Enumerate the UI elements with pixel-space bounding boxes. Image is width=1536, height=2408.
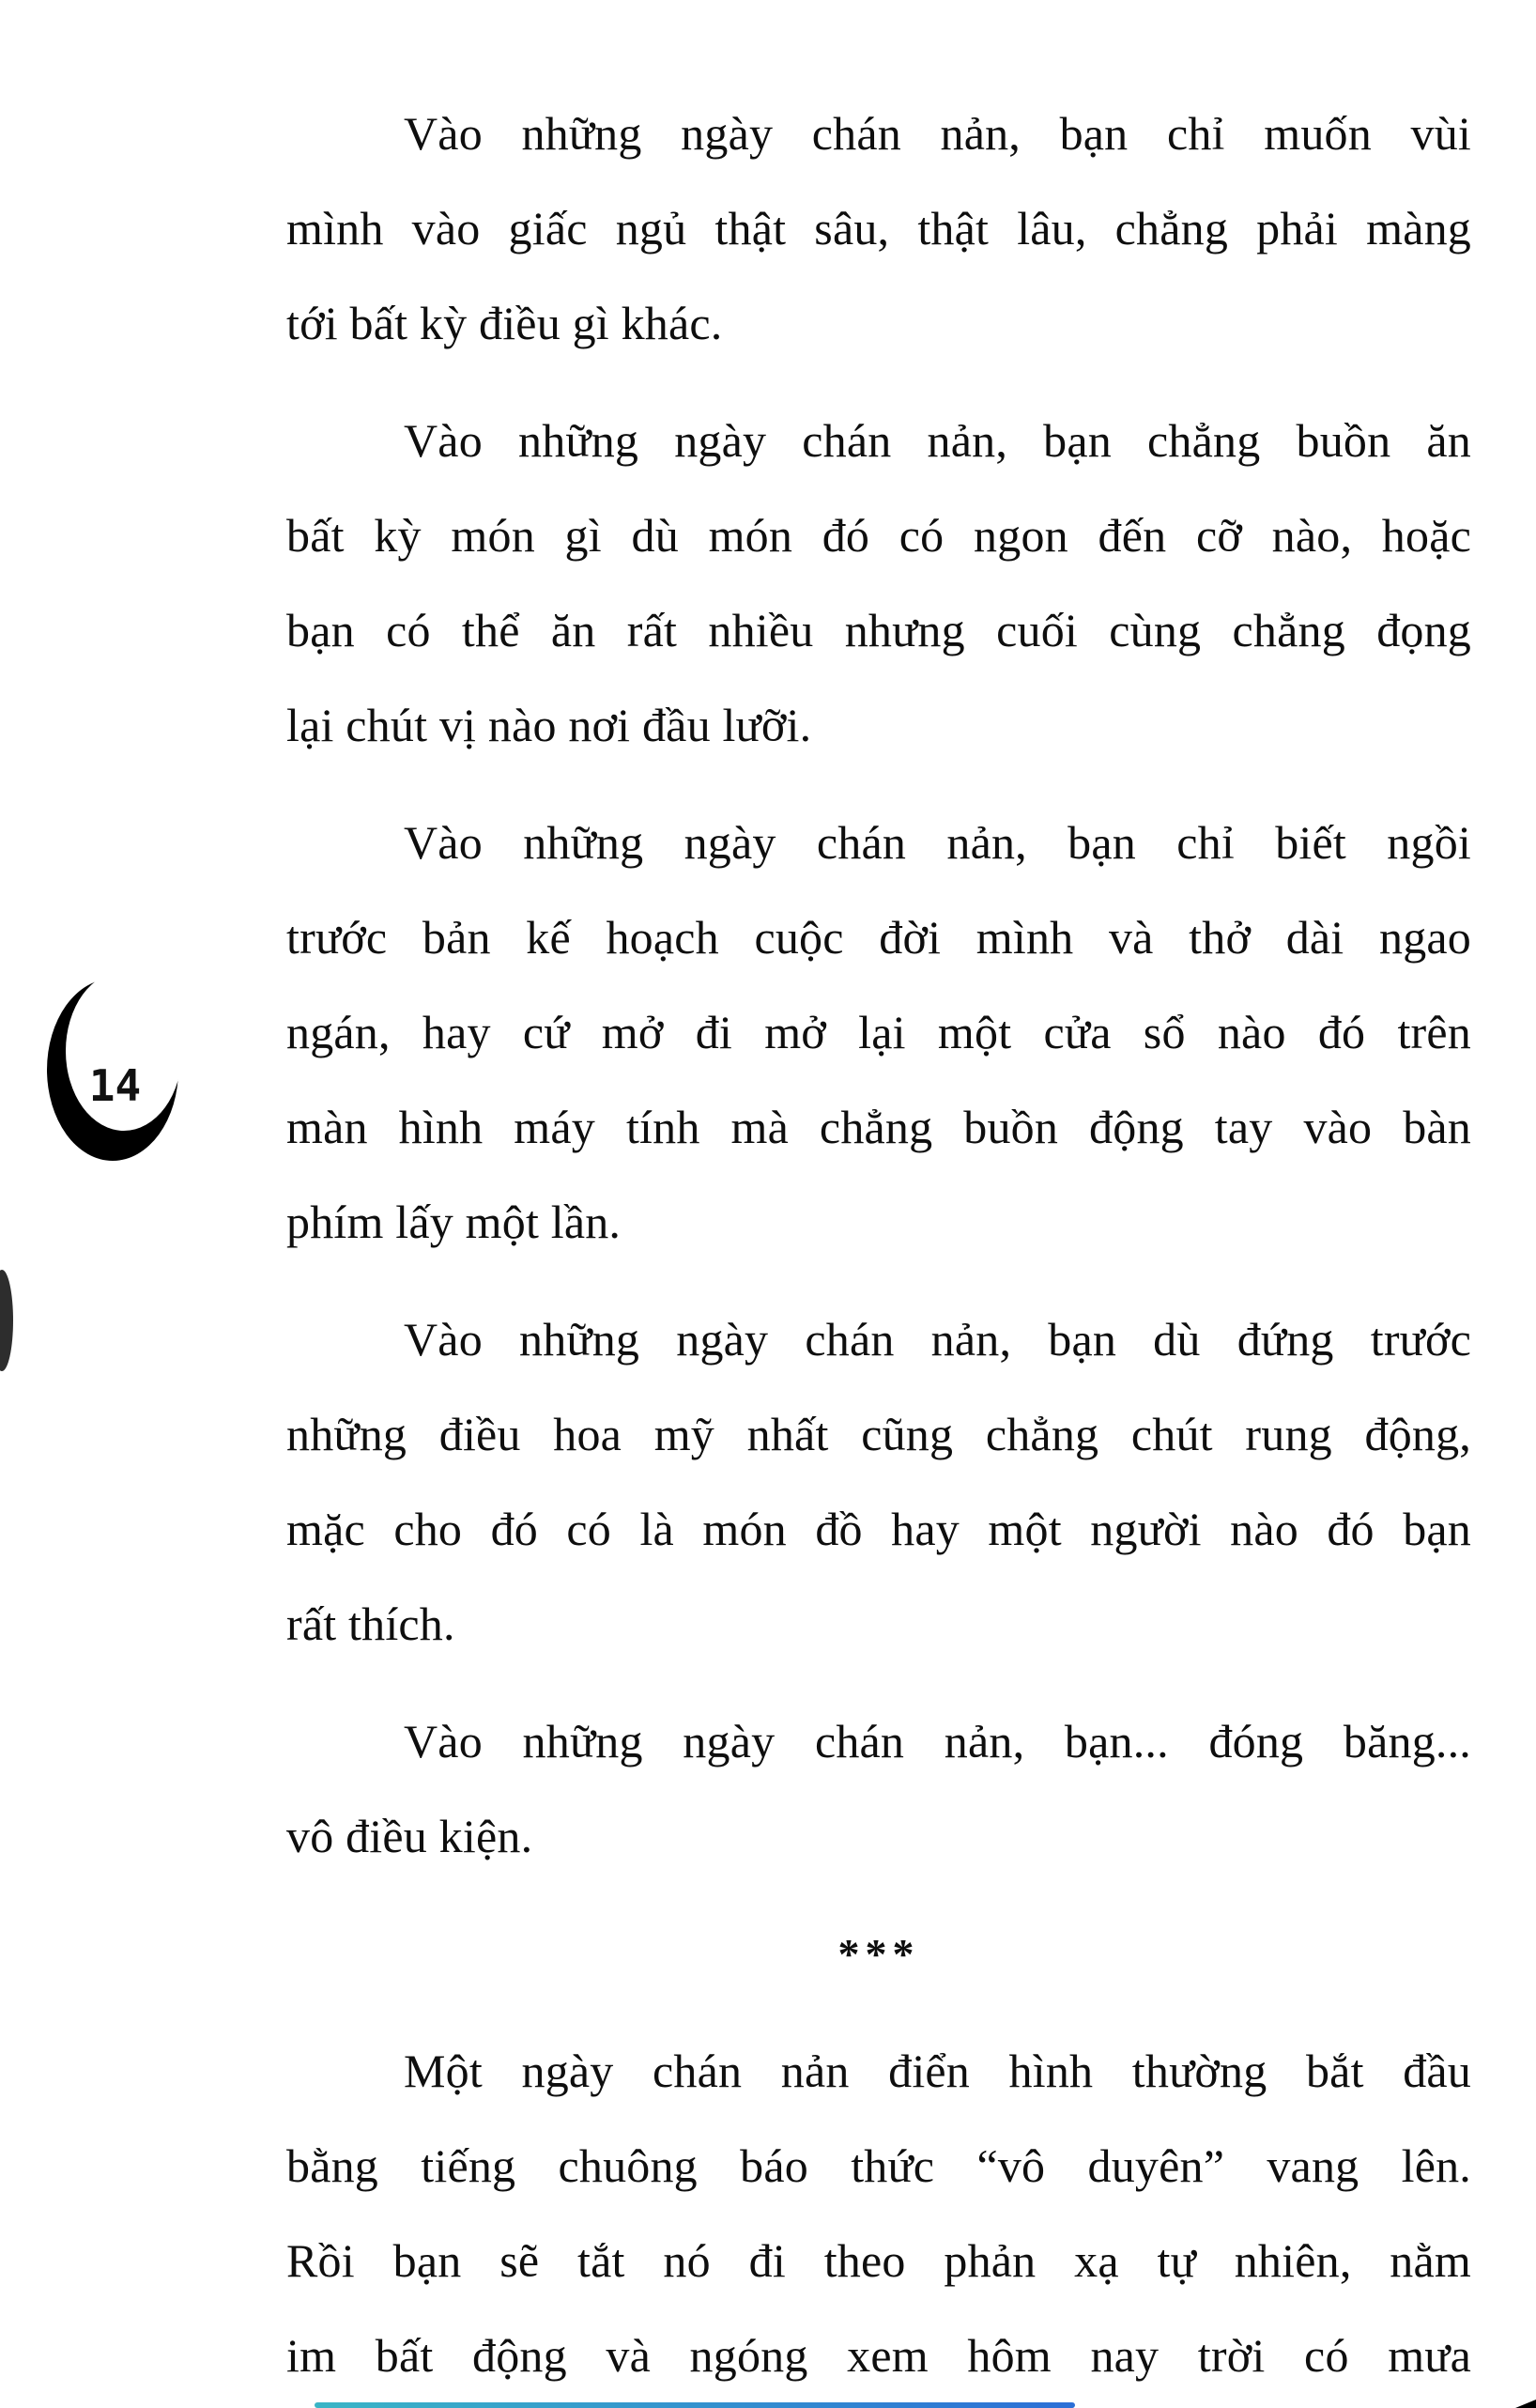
text-line: im bất động và ngóng xem hôm nay trời có mưa xyxy=(286,2329,1471,2382)
text-line: Một ngày chán nản điển hình thường bắt đầu xyxy=(404,2045,1471,2097)
paragraph xyxy=(286,86,1471,371)
ink-blob-artifact xyxy=(0,1270,13,1371)
paragraph xyxy=(286,1292,1471,1672)
text-line: bạn có thể ăn rất nhiều nhưng cuối cùng chẳng đọng xyxy=(286,604,1471,656)
text-line: màn hình máy tính mà chẳng buồn động tay vào bàn xyxy=(286,1101,1471,1153)
text-line: Vào những ngày chán nản, bạn chỉ muốn vùi xyxy=(404,107,1471,160)
text-line: rất thích. xyxy=(286,1598,455,1650)
paragraph xyxy=(286,394,1471,773)
text-line: tới bất kỳ điều gì khác. xyxy=(286,297,723,349)
text-line: Vào những ngày chán nản, bạn dù đứng trước xyxy=(404,1313,1471,1366)
text-line: Vào những ngày chán nản, bạn chẳng buồn ăn xyxy=(404,414,1471,467)
paragraph xyxy=(286,2024,1471,2403)
page-number-badge xyxy=(47,968,183,1161)
text-line: những điều hoa mỹ nhất cũng chẳng chút rung động, xyxy=(286,1408,1471,1460)
text-line: Vào những ngày chán nản, bạn chỉ biết ngồi xyxy=(404,816,1471,869)
reading-progress-bar[interactable] xyxy=(315,2402,1075,2408)
section-separator: *** xyxy=(837,1930,920,1978)
text-line: Vào những ngày chán nản, bạn... đóng băng... xyxy=(404,1715,1471,1767)
text-column xyxy=(286,86,1471,2408)
text-line: mặc cho đó có là món đồ hay một người nào đó bạn xyxy=(286,1503,1471,1555)
text-line: bằng tiếng chuông báo thức “vô duyên” vang lên. xyxy=(286,2139,1471,2192)
text-line: bất kỳ món gì dù món đó có ngon đến cỡ nào, hoặc xyxy=(286,509,1471,562)
text-line: lại chút vị nào nơi đầu lưỡi. xyxy=(286,699,812,751)
text-line: phím lấy một lần. xyxy=(286,1196,622,1248)
text-line: Rồi bạn sẽ tắt nó đi theo phản xạ tự nhiên, nằm xyxy=(286,2234,1471,2287)
page-number: 14 xyxy=(88,1060,142,1111)
corner-scan-artifact xyxy=(1515,2400,1536,2408)
text-line: ngán, hay cứ mở đi mở lại một cửa sổ nào đó trên xyxy=(286,1006,1471,1058)
paragraph xyxy=(286,795,1471,1270)
text-line: mình vào giấc ngủ thật sâu, thật lâu, chẳng phải màng xyxy=(286,202,1471,255)
text-line: vô điều kiện. xyxy=(286,1810,533,1862)
paragraph xyxy=(286,1694,1471,1884)
text-line: trước bản kế hoạch cuộc đời mình và thở dài ngao xyxy=(286,911,1471,964)
